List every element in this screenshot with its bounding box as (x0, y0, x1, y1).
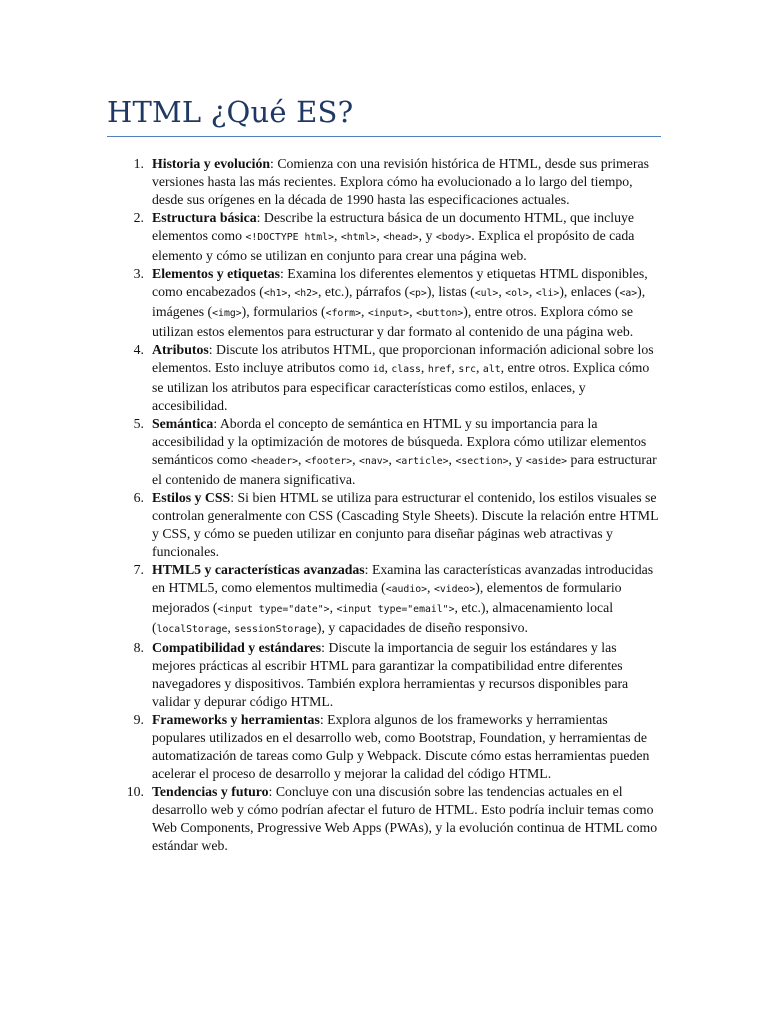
code-snippet: <audio> (385, 584, 428, 595)
item-number: 1. (133, 156, 144, 171)
list-item (107, 561, 662, 639)
item-text: , (384, 360, 392, 375)
item-text: , entre otros. Explica cómo se utilizan los atributos para especificar características como estilos, enlaces, y accesibilidad. (152, 360, 650, 413)
item-text: ), y capacidades de diseño responsivo. (316, 620, 528, 635)
code-snippet: <a> (619, 288, 638, 299)
code-snippet: href (427, 364, 452, 375)
item-text: ), imágenes ( (152, 284, 646, 319)
item-text: : Examina los diferentes elementos y etiquetas HTML disponibles, como encabezados ( (152, 266, 648, 299)
document-title: HTML ¿Qué ES? (107, 95, 354, 129)
code-snippet: <form> (325, 308, 361, 319)
item-text: : Examina las características avanzadas introducidas en HTML5, como elementos multimedia ( (152, 562, 654, 595)
code-snippet: <aside> (525, 456, 568, 467)
code-snippet: <h2> (294, 288, 318, 299)
item-term: Estructura básica (152, 210, 257, 225)
code-snippet: src (458, 364, 477, 375)
code-snippet: <article> (395, 456, 449, 467)
code-snippet: localStorage (156, 624, 228, 635)
code-snippet: sessionStorage (234, 624, 317, 635)
list-item (107, 209, 662, 265)
item-number: 3. (133, 266, 144, 281)
code-snippet: <head> (383, 232, 419, 243)
code-snippet: <section> (455, 456, 509, 467)
list-item (107, 155, 662, 209)
item-text: , (448, 452, 456, 467)
item-number: 10. (126, 784, 144, 799)
item-text: , (360, 304, 368, 319)
code-snippet: <ol> (505, 288, 529, 299)
item-term: Historia y evolución (152, 156, 271, 171)
item-text: , (376, 228, 384, 243)
item-number: 7. (133, 562, 144, 577)
topic-list (107, 155, 662, 855)
item-term: Compatibilidad y estándares (152, 640, 322, 655)
list-item (107, 265, 662, 341)
item-text: : Comienza con una revisión histórica de HTML, desde sus primeras versiones hasta las más recientes. Explora cómo ha evolucionado a lo largo del tiempo, desde sus orígenes en la década de 1990 hasta las especificaciones actuales. (152, 156, 649, 207)
code-snippet: <input> (367, 308, 410, 319)
list-item (107, 639, 662, 711)
title-underline (107, 136, 661, 137)
item-text: , (409, 304, 417, 319)
item-text: : Si bien HTML se utiliza para estructurar el contenido, los estilos visuales se controlan generalmente con CSS (Cascading Style Sheets). Discute la relación entre HTML y CSS, y cómo se pueden utilizar en conjunto para diseñar páginas web atractivas y funcionales. (152, 490, 658, 559)
code-snippet: <h1> (263, 288, 288, 299)
code-snippet: <img> (212, 308, 242, 319)
code-snippet: <body> (435, 232, 472, 243)
item-text: , (352, 452, 360, 467)
item-text: , etc.), almacenamiento local ( (152, 600, 614, 635)
item-number: 8. (133, 640, 144, 655)
item-text: ), formularios ( (241, 304, 326, 319)
code-snippet: <button> (416, 308, 464, 319)
item-text: , (227, 620, 235, 635)
list-item (107, 711, 662, 783)
code-snippet: <ul> (474, 288, 499, 299)
item-text: . Explica el propósito de cada elemento y cómo se utilizan en conjunto para crear una página web. (152, 228, 635, 263)
item-text: , (287, 284, 295, 299)
code-snippet: <p> (409, 288, 427, 299)
item-number: 4. (133, 342, 144, 357)
item-text: : Concluye con una discusión sobre las tendencias actuales en el desarrollo web y cómo podrían afectar el futuro de HTML. Esto podría incluir temas como Web Components, Progressive Web Apps (PWAs), y la evolución continua de HTML como estándar web. (152, 784, 658, 853)
item-term: Frameworks y herramientas (152, 712, 320, 727)
code-snippet: alt (482, 364, 501, 375)
code-snippet: <video> (433, 584, 476, 595)
item-text: , (388, 452, 396, 467)
list-item (107, 783, 662, 855)
code-snippet: <li> (535, 288, 560, 299)
item-term: Tendencias y futuro (152, 784, 269, 799)
item-number: 2. (133, 210, 144, 225)
code-snippet: <nav> (359, 456, 389, 467)
item-number: 9. (133, 712, 144, 727)
item-text: , y (508, 452, 526, 467)
item-text: : Describe la estructura básica de un documento HTML, que incluye elementos como (152, 210, 634, 243)
item-text: ), listas ( (426, 284, 475, 299)
item-text: , etc.), párrafos ( (317, 284, 410, 299)
item-text: ), entre otros. Explora cómo se utilizan estos elementos para estructurar y dar formato al contenido de una página web. (152, 304, 634, 339)
item-text: : Discute la importancia de seguir los estándares y las mejores prácticas al escribir HTML para garantizar la compatibilidad entre diferentes navegadores y dispositivos. También explora herramientas y recursos disponibles para validar y depurar código HTML. (152, 640, 629, 709)
item-text: , (528, 284, 536, 299)
item-text: : Discute los atributos HTML, que proporcionan información adicional sobre los elementos. Esto incluye atributos como (152, 342, 654, 375)
item-text: , (427, 580, 434, 595)
item-text: , (476, 360, 483, 375)
code-snippet: id (372, 364, 385, 375)
item-term: Elementos y etiquetas (152, 266, 280, 281)
code-snippet: <header> (250, 456, 299, 467)
code-snippet: class (391, 364, 421, 375)
code-snippet: <!DOCTYPE html> (245, 232, 334, 243)
code-snippet: <input type="date"> (217, 604, 330, 615)
item-text: ), enlaces ( (559, 284, 620, 299)
item-term: Estilos y CSS (152, 490, 231, 505)
list-item (107, 341, 662, 415)
item-text: , y (418, 228, 436, 243)
item-term: Atributos (152, 342, 209, 357)
item-text: : Aborda el concepto de semántica en HTML y su importancia para la accesibilidad y la optimización de motores de búsqueda. Explora cómo utilizar elementos semánticos como (152, 416, 647, 467)
item-text: , (333, 228, 341, 243)
code-snippet: <input type="email"> (336, 604, 455, 615)
item-text: , (298, 452, 305, 467)
item-text: ), elementos de formulario mejorados ( (152, 580, 622, 615)
code-snippet: <html> (340, 232, 377, 243)
code-snippet: <footer> (304, 456, 353, 467)
item-term: Semántica (152, 416, 214, 431)
list-item (107, 489, 662, 561)
list-item (107, 415, 662, 489)
item-number: 6. (133, 490, 144, 505)
item-text: , (329, 600, 337, 615)
item-text: , (451, 360, 459, 375)
item-text: para estructurar el contenido de manera significativa. (152, 452, 657, 487)
item-text: : Explora algunos de los frameworks y herramientas populares utilizados en el desarrollo web, como Bootstrap, Foundation, y herramientas de automatización de tareas como Gulp y Webpack. Discute cómo estas herramientas pueden acelerar el proceso de desarrollo y mejorar la calidad del código HTML. (152, 712, 650, 781)
item-text: , (420, 360, 428, 375)
item-number: 5. (133, 416, 144, 431)
item-text: , (498, 284, 506, 299)
item-term: HTML5 y características avanzadas (152, 562, 365, 577)
